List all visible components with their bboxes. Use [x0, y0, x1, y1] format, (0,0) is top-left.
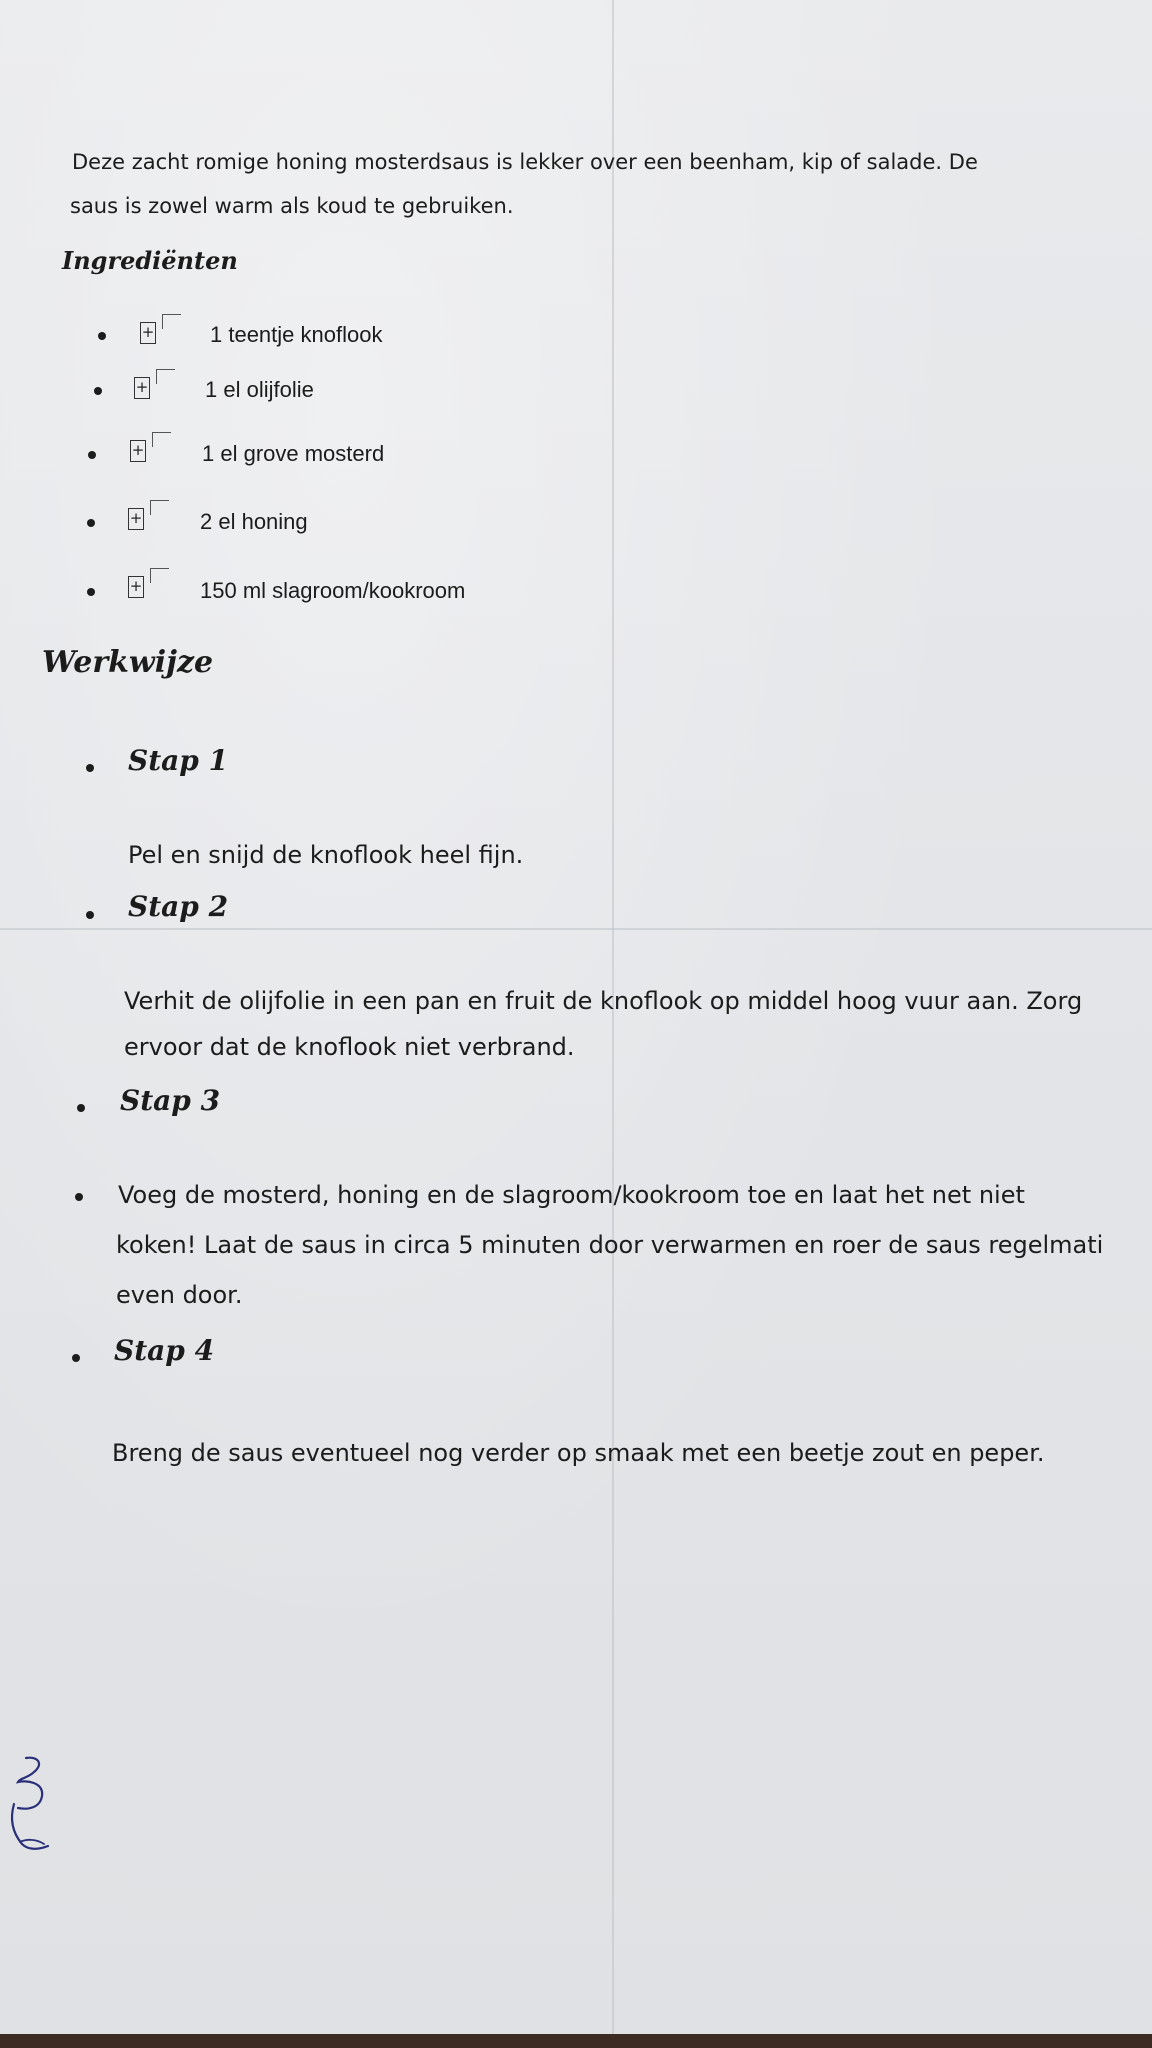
ingredient-label: 1 teentje knoflook — [210, 322, 383, 347]
bullet — [86, 911, 94, 919]
step-3-line-2: koken! Laat de saus in circa 5 minuten door verwarmen en roer de saus regelmati — [116, 1231, 1104, 1259]
ingredient-label: 2 el honing — [200, 509, 308, 534]
method-heading: Werkwijze — [42, 645, 214, 680]
add-to-list-icon[interactable]: + — [128, 568, 174, 602]
bullet — [72, 1354, 80, 1362]
handwritten-mark — [4, 1752, 64, 1862]
ingredient-label: 1 el olijfolie — [205, 377, 314, 402]
step-4-title: Stap 4 — [114, 1334, 215, 1367]
intro-line-1: Deze zacht romige honing mosterdsaus is lekker over een beenham, kip of salade. De — [72, 150, 978, 174]
bullet — [87, 519, 95, 527]
ingredient-label: 1 el grove mosterd — [202, 441, 385, 466]
step-3-title: Stap 3 — [120, 1084, 221, 1117]
step-3-line-3: even door. — [116, 1281, 243, 1309]
bullet — [94, 387, 102, 395]
add-to-list-icon[interactable]: + — [134, 369, 180, 403]
bullet — [86, 764, 94, 772]
ingredients-heading: Ingrediënten — [62, 246, 238, 275]
bullet — [88, 451, 96, 459]
step-3-line-1: Voeg de mosterd, honing en de slagroom/kookroom toe en laat het net niet — [118, 1181, 1025, 1209]
step-2-title: Stap 2 — [128, 890, 229, 923]
bullet — [75, 1193, 83, 1201]
add-to-list-icon[interactable]: + — [140, 314, 186, 348]
ingredient-label: 150 ml slagroom/kookroom — [200, 578, 466, 603]
bullet — [77, 1104, 85, 1112]
step-2-line-2: ervoor dat de knoflook niet verbrand. — [124, 1033, 575, 1061]
intro-line-2: saus is zowel warm als koud te gebruiken. — [70, 194, 514, 218]
step-1-text: Pel en snijd de knoflook heel fijn. — [128, 841, 524, 869]
paper-fold-horizontal — [0, 928, 1152, 930]
add-to-list-icon[interactable]: + — [128, 500, 174, 534]
bullet — [87, 588, 95, 596]
step-4-text: Breng de saus eventueel nog verder op smaak met een beetje zout en peper. — [112, 1439, 1045, 1467]
bullet — [98, 332, 106, 340]
add-to-list-icon[interactable]: + — [130, 432, 176, 466]
step-1-title: Stap 1 — [128, 744, 229, 777]
step-2-line-1: Verhit de olijfolie in een pan en fruit de knoflook op middel hoog vuur aan. Zorg — [124, 987, 1083, 1015]
